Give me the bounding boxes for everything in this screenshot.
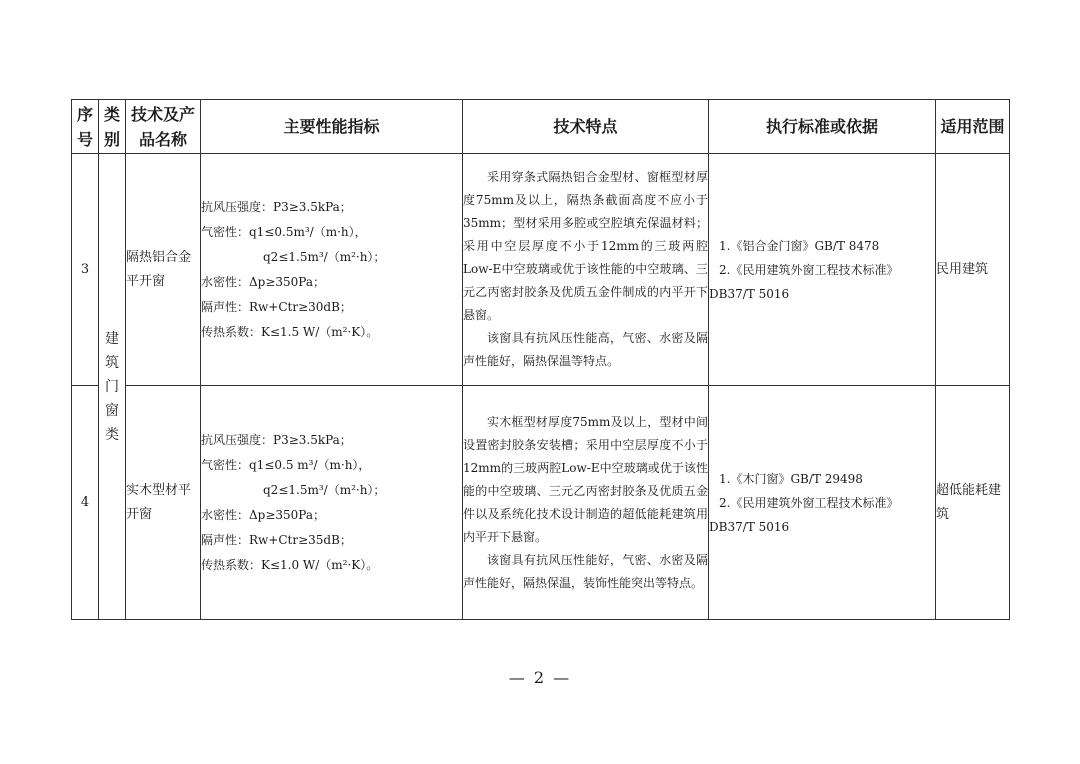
performance-cell	[201, 386, 463, 620]
row-number: 4	[72, 386, 99, 620]
standard-item: 1.《木门窗》GB/T 29498	[719, 471, 863, 486]
table-row	[72, 386, 1010, 620]
header-row	[72, 100, 1010, 154]
perf-air: 气密性：q1≤0.5 m³/（m·h），	[201, 457, 371, 472]
features-paragraph: 该窗具有抗风压性能好，气密、水密及隔声性能好，隔热保温，装饰性能突出等特点。	[463, 552, 708, 590]
features-cell	[463, 386, 709, 620]
performance-cell	[201, 154, 463, 386]
table-row	[72, 154, 1010, 386]
perf-air: 气密性：q1≤0.5m³/（m·h），	[201, 224, 367, 239]
header-scope: 适用范围	[936, 100, 1010, 154]
product-name: 隔热铝合金平开窗	[126, 154, 201, 386]
category-char: 筑	[105, 354, 119, 371]
features-paragraph: 该窗具有抗风压性能高，气密、水密及隔声性能好，隔热保温等特点。	[463, 331, 708, 368]
category-char: 建	[105, 330, 119, 347]
header-performance: 主要性能指标	[201, 100, 463, 154]
standard-item: 2.《民用建筑外窗工程技术标准》	[719, 495, 899, 510]
standard-item-cont: DB37/T 5016	[709, 519, 790, 534]
perf-air-2: q2≤1.5m³/（m²·h）；	[263, 249, 386, 264]
row-number: 3	[72, 154, 99, 386]
perf-heat: 传热系数：K≤1.5 W/（m²·K）。	[201, 324, 379, 339]
category-char: 门	[105, 378, 119, 395]
header-category: 类别	[99, 100, 126, 154]
header-name: 技术及产品名称	[126, 100, 201, 154]
category-char: 窗	[105, 402, 119, 419]
perf-wind: 抗风压强度：P3≥3.5kPa；	[201, 432, 352, 447]
perf-water: 水密性：Δp≥350Pa；	[201, 274, 325, 289]
perf-water: 水密性：Δp≥350Pa；	[201, 507, 325, 522]
page-number: — 2 —	[508, 668, 572, 687]
standard-item-cont: DB37/T 5016	[709, 286, 790, 301]
perf-heat: 传热系数：K≤1.0 W/（m²·K）。	[201, 557, 379, 572]
standard-item: 2.《民用建筑外窗工程技术标准》	[719, 262, 899, 277]
perf-sound: 隔声性：Rw+Ctr≥30dB；	[201, 299, 352, 314]
features-paragraph: 采用穿条式隔热铝合金型材、窗框型材厚度75mm及以上，隔热条截面高度不应小于35mm；型材采用多腔或空腔填充保温材料；采用中空层厚度不小于12mm的三玻两腔Low-E中空玻璃或优于该性能的中空玻璃、三元乙丙密封胶条及优质五金件制成的内平开下悬窗。	[463, 170, 708, 322]
header-standard: 执行标准或依据	[709, 100, 936, 154]
spec-table	[71, 99, 1010, 620]
standard-cell	[709, 386, 936, 620]
features-paragraph: 实木框型材厚度75mm及以上，型材中间设置密封胶条安装槽；采用中空层厚度不小于12mm的三玻两腔Low-E中空玻璃或优于该性能的中空玻璃、三元乙丙密封胶条及优质五金件以及系统化技术设计制造的超低能耗建筑用内平开下悬窗。	[463, 414, 708, 544]
standard-cell	[709, 154, 936, 386]
category-char: 类	[105, 426, 119, 443]
header-no: 序号	[72, 100, 99, 154]
perf-wind: 抗风压强度：P3≥3.5kPa；	[201, 199, 352, 214]
category-cell	[99, 154, 126, 620]
scope-cell: 民用建筑	[936, 154, 1010, 386]
scope-cell: 超低能耗建筑	[936, 386, 1010, 620]
standard-item: 1.《铝合金门窗》GB/T 8478	[719, 238, 880, 253]
perf-air-2: q2≤1.5m³/（m²·h）；	[263, 482, 386, 497]
product-name: 实木型材平开窗	[126, 386, 201, 620]
perf-sound: 隔声性：Rw+Ctr≥35dB；	[201, 532, 352, 547]
header-features: 技术特点	[463, 100, 709, 154]
features-cell	[463, 154, 709, 386]
